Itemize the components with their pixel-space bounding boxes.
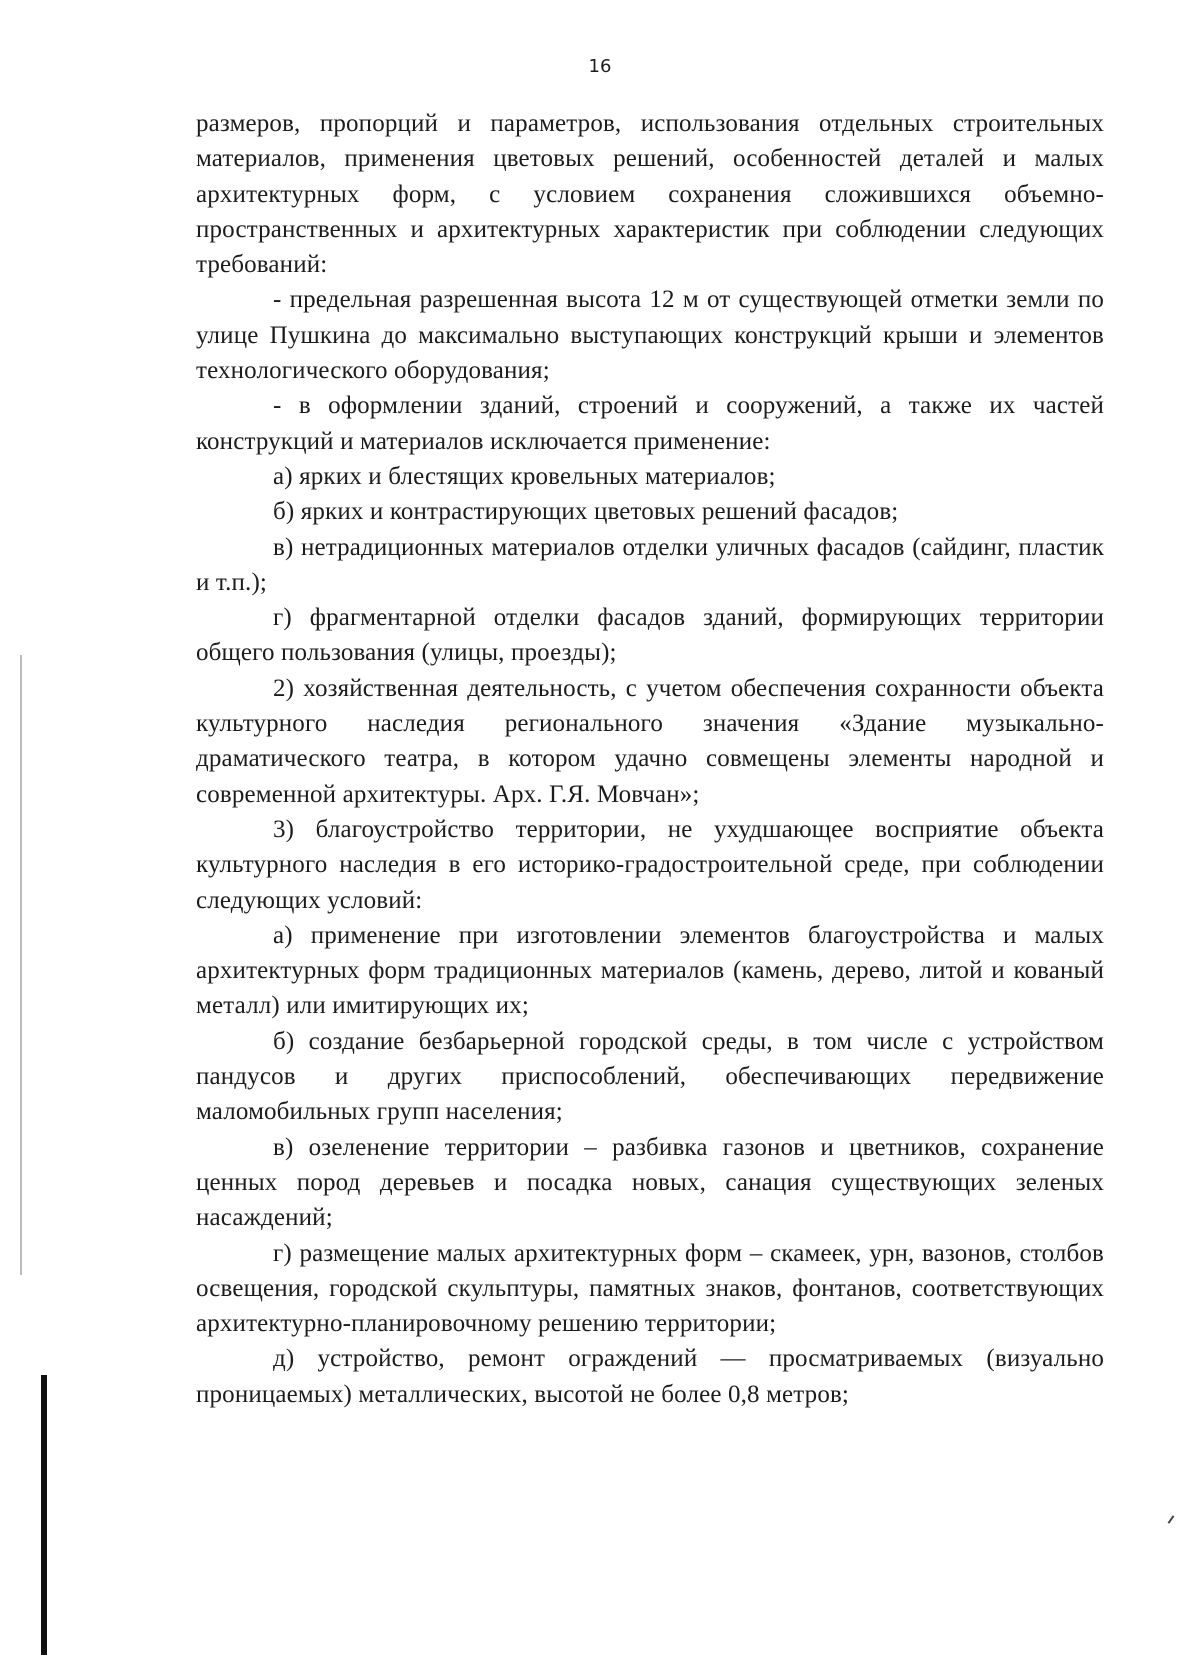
paragraph-14: д) устройство, ремонт ограждений — просматриваемых (визуально проницаемых) металлических, высотой не более 0,8 метров; (196, 1345, 1104, 1408)
paragraph-11: б) создание безбарьерной городской среды, в том числе с устройством пандусов и других приспособлений, обеспечивающих передвижение маломобильных групп населения; (196, 1027, 1104, 1126)
paragraph-3: - в оформлении зданий, строений и сооружений, а также их частей конструкций и материалов исключается применение: (196, 392, 1104, 455)
paragraph-9: 3) благоустройство территории, не ухудшающее восприятие объекта культурного наследия в его историко-градостроительной среде, при соблюдении следующих условий: (196, 815, 1104, 914)
paragraph-1: размеров, пропорций и параметров, использования отдельных строительных материалов, применения цветовых решений, особенностей деталей и малых архитектурных форм, с условием сохранения сложившихся объемно-пространственных и архитектурных характеристик при соблюдении следующих требований: (196, 110, 1104, 279)
paragraph-13: г) размещение малых архитектурных форм – скамеек, урн, вазонов, столбов освещения, городской скульптуры, памятных знаков, фонтанов, соответствующих архитектурно-планировочному решению территории; (196, 1239, 1104, 1338)
paragraph-7: г) фрагментарной отделки фасадов зданий, формирующих территории общего пользования (улицы, проезды); (196, 604, 1104, 667)
page-number: 16 (588, 56, 612, 77)
document-body (196, 106, 1104, 1412)
paragraph-10: а) применение при изготовлении элементов благоустройства и малых архитектурных форм традиционных материалов (камень, дерево, литой и кованый металл) или имитирующих их; (196, 921, 1104, 1020)
paragraph-4: а) ярких и блестящих кровельных материалов; (273, 462, 776, 490)
paragraph-2: - предельная разрешенная высота 12 м от существующей отметки земли по улице Пушкина до максимально выступающих конструкций крыши и элементов технологического оборудования; (196, 286, 1104, 385)
paragraph-6: в) нетрадиционных материалов отделки уличных фасадов (сайдинг, пластик и т.п.); (196, 533, 1104, 596)
paragraph-12: в) озеленение территории – разбивка газонов и цветников, сохранение ценных пород деревьев и посадка новых, санация существующих зеленых насаждений; (196, 1133, 1104, 1232)
scan-edge-mark (1168, 1515, 1175, 1524)
paragraph-8: 2) хозяйственная деятельность, с учетом обеспечения сохранности объекта культурного наследия регионального значения «Здание музыкально-драматического театра, в котором удачно совмещены элементы народной и современной архитектуры. Арх. Г.Я. Мовчан»; (196, 674, 1104, 808)
paragraph-5: б) ярких и контрастирующих цветовых решений фасадов; (273, 498, 899, 526)
scan-edge-faint-line (20, 655, 22, 1275)
scan-edge-dark-bar (41, 1375, 47, 1655)
